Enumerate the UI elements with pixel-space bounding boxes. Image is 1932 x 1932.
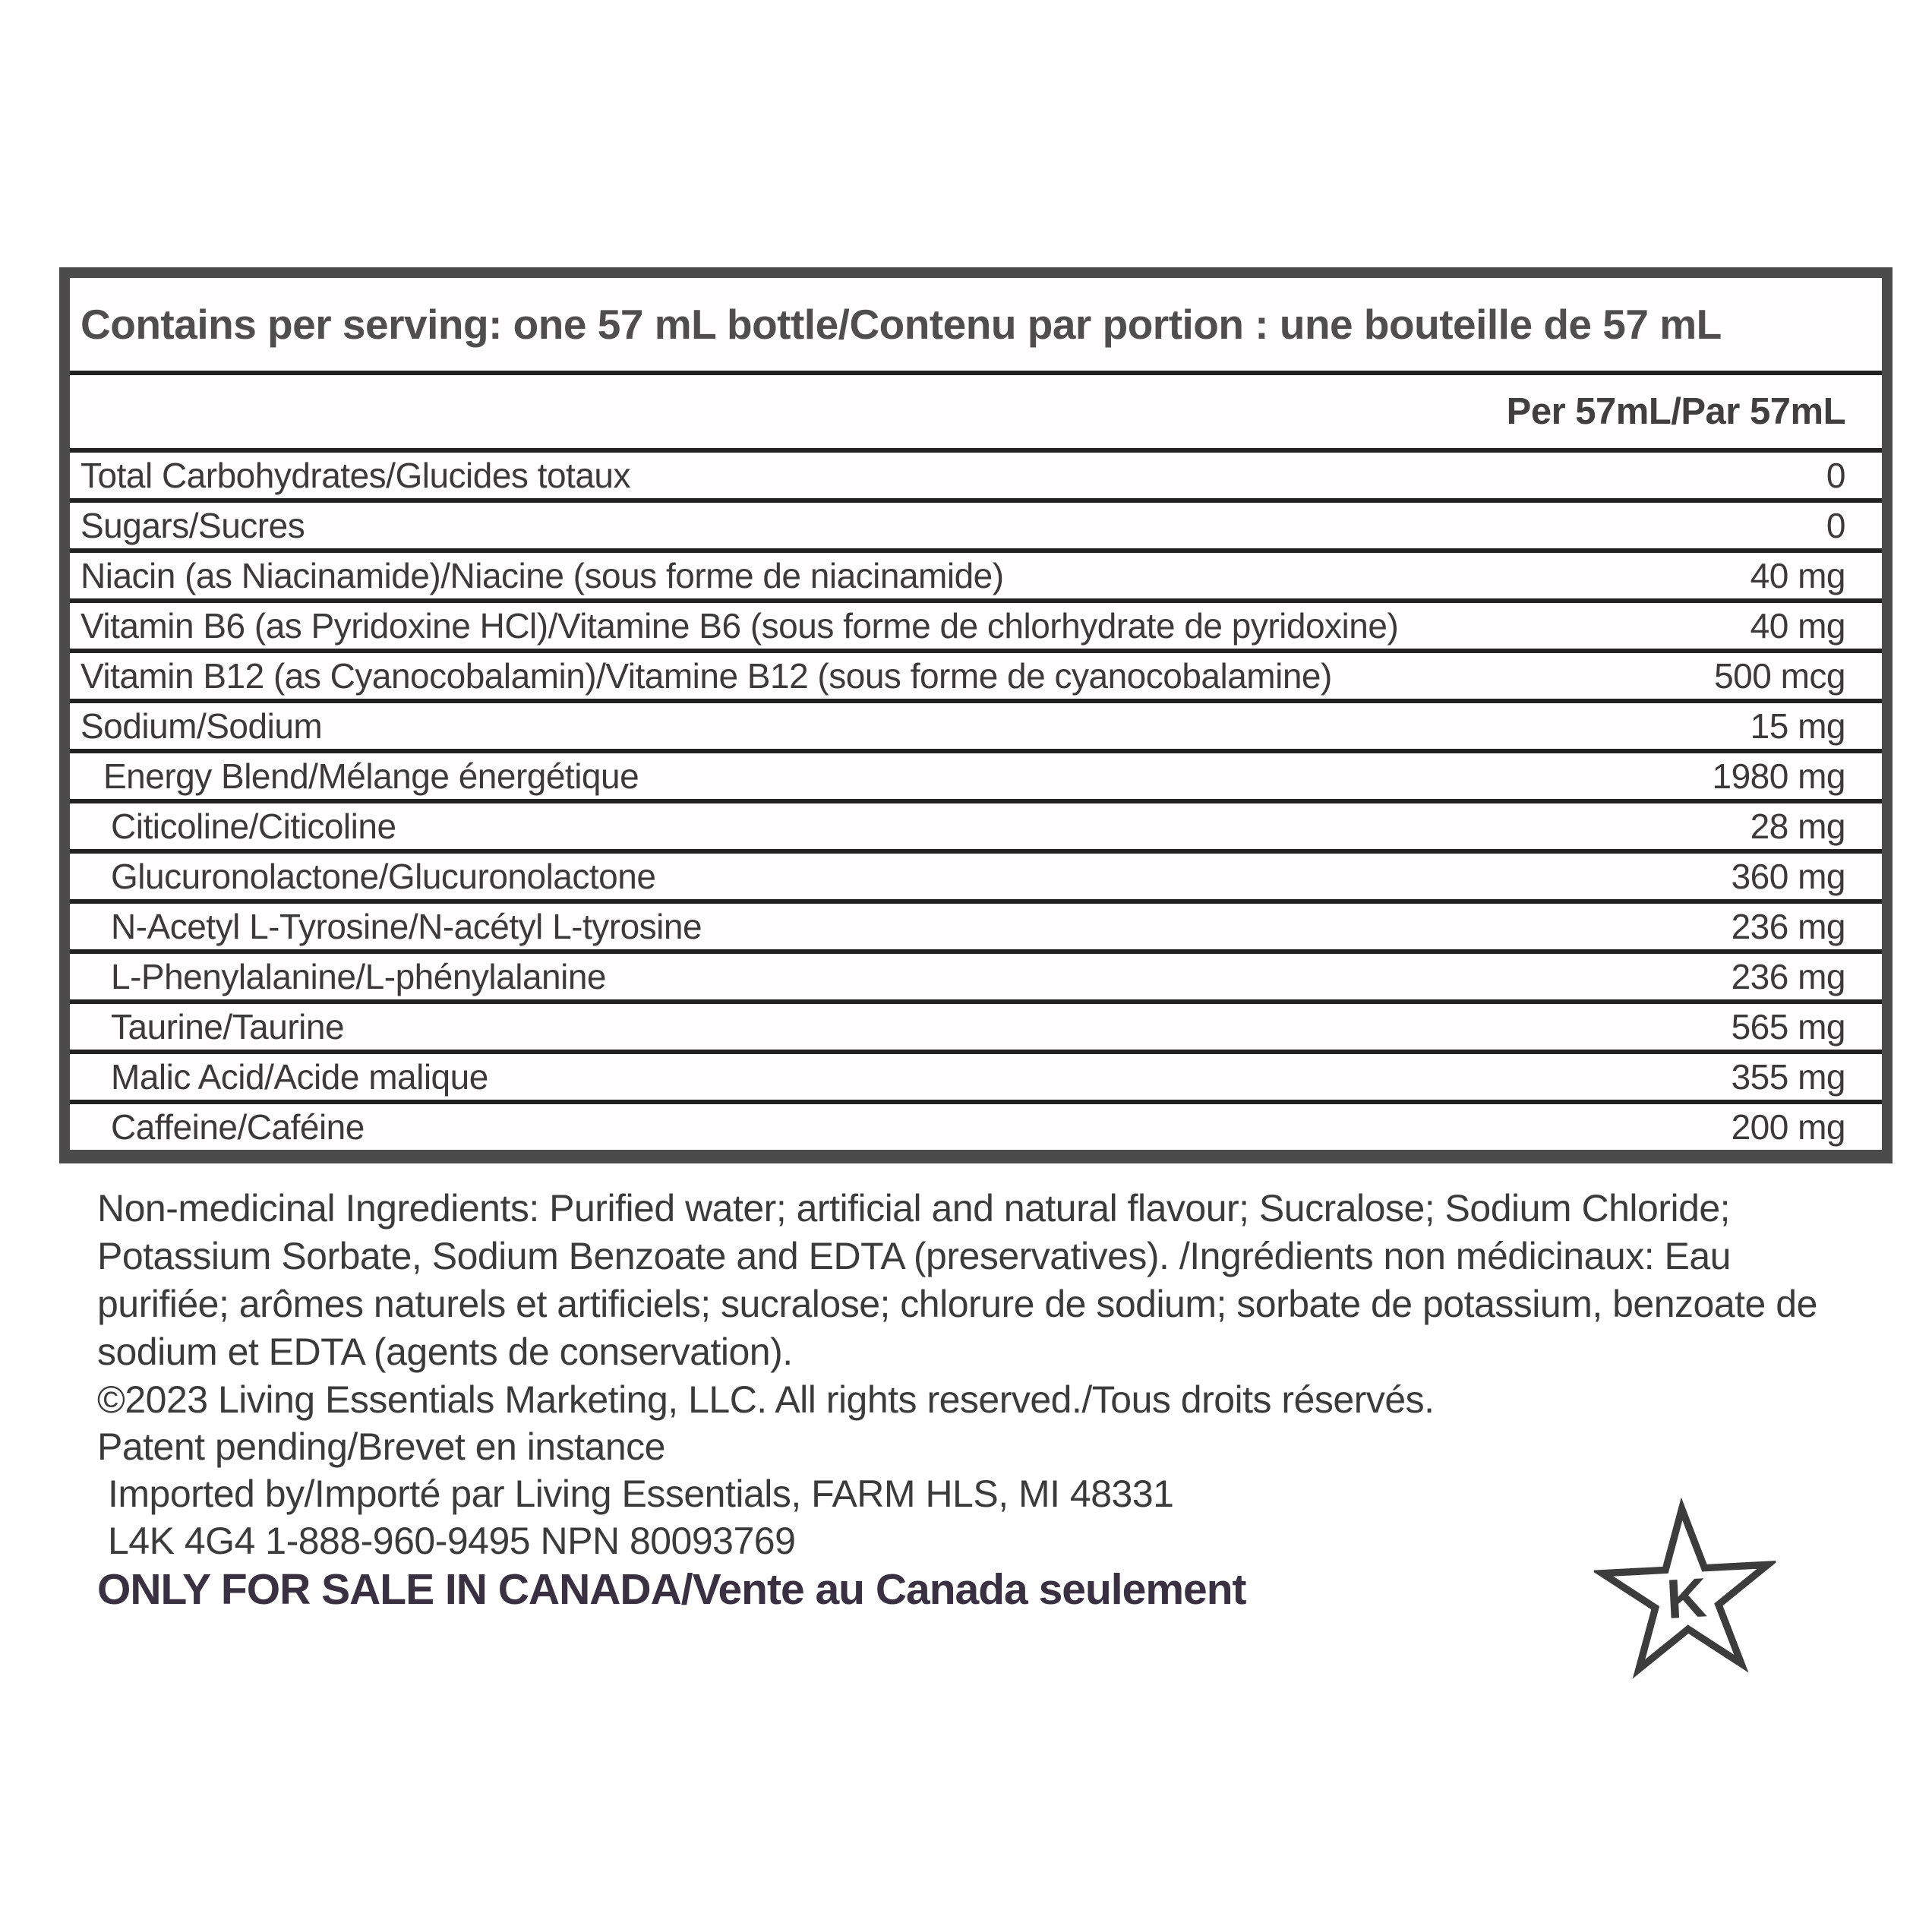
row-label: Sodium/Sodium (80, 706, 323, 746)
non-medicinal-ingredients-text: Non-medicinal Ingredients: Purified water; artificial and natural flavour; Sucralose; Sodium Chloride; Potassium Sorbate, Sodium Benzoate and EDTA (preservatives). /Ingrédients non médicinaux: Eau purifiée; arômes naturels et artificiels; sucralose; chlorure de sodium; sorbate de potassium, benzoate de sodium et EDTA (agents de conservation). (97, 1187, 1817, 1373)
kosher-star-icon (1590, 1493, 1782, 1681)
row-label: Niacin (as Niacinamide)/Niacine (sous forme de niacinamide) (80, 556, 1004, 595)
row-label: N-Acetyl L-Tyrosine/N-acétyl L-tyrosine (111, 907, 702, 946)
row-value: 0 (1826, 456, 1845, 495)
row-value: 28 mg (1750, 807, 1845, 846)
row-label: Glucuronolactone/Glucuronolactone (111, 857, 656, 896)
row-value: 200 mg (1731, 1107, 1845, 1147)
row-value: 360 mg (1731, 857, 1845, 896)
table-rows (70, 448, 1882, 1150)
table-row (70, 749, 1882, 799)
table-row (70, 949, 1882, 999)
row-label: Taurine/Taurine (111, 1007, 345, 1046)
table-title-row (70, 278, 1882, 371)
copyright-text: ©2023 Living Essentials Marketing, LLC. All rights reserved./Tous droits réservés. (97, 1378, 1435, 1421)
table-row (70, 498, 1882, 548)
table-row (70, 799, 1882, 849)
patent-text: Patent pending/Brevet en instance (97, 1425, 665, 1468)
column-header-row (70, 371, 1882, 448)
row-value: 565 mg (1731, 1007, 1845, 1046)
row-value: 1980 mg (1712, 756, 1845, 796)
table-row (70, 649, 1882, 699)
row-value: 500 mcg (1714, 656, 1845, 696)
row-value: 15 mg (1750, 706, 1845, 746)
kosher-letter: K (1665, 1567, 1709, 1631)
row-value: 236 mg (1731, 957, 1845, 996)
row-label: Caffeine/Caféine (111, 1107, 365, 1147)
table-row (70, 548, 1882, 598)
row-label: Vitamin B6 (as Pyridoxine HCl)/Vitamine B6 (sous forme de chlorhydrate de pyridoxine) (80, 606, 1399, 646)
nutrition-facts-table (59, 267, 1893, 1163)
sale-restriction-text: ONLY FOR SALE IN CANADA/Vente au Canada seulement (97, 1565, 1246, 1614)
row-value: 355 mg (1731, 1057, 1845, 1097)
row-value: 40 mg (1750, 606, 1845, 646)
table-row (70, 849, 1882, 899)
row-label: Energy Blend/Mélange énergétique (103, 756, 639, 796)
row-label: Sugars/Sucres (80, 506, 305, 545)
row-value: 40 mg (1750, 556, 1845, 595)
postal-phone-npn-text: L4K 4G4 1-888-960-9495 NPN 80093769 (108, 1520, 796, 1562)
column-header: Per 57mL/Par 57mL (1506, 391, 1845, 432)
table-row (70, 899, 1882, 949)
row-label: Vitamin B12 (as Cyanocobalamin)/Vitamine B12 (sous forme de cyanocobalamine) (80, 656, 1332, 696)
row-value: 236 mg (1731, 907, 1845, 946)
table-row (70, 598, 1882, 649)
table-row (70, 999, 1882, 1050)
table-row (70, 448, 1882, 498)
table-row (70, 1050, 1882, 1100)
imported-by-text: Imported by/Importé par Living Essentials, FARM HLS, MI 48331 (108, 1473, 1174, 1515)
row-label: L-Phenylalanine/L-phénylalanine (111, 957, 606, 996)
row-label: Malic Acid/Acide malique (111, 1057, 488, 1097)
row-label: Citicoline/Citicoline (111, 807, 396, 846)
table-title: Contains per serving: one 57 mL bottle/Contenu par portion : une bouteille de 57 mL (80, 301, 1722, 348)
row-value: 0 (1826, 506, 1845, 545)
table-row (70, 1100, 1882, 1150)
row-label: Total Carbohydrates/Glucides totaux (80, 456, 631, 495)
table-row (70, 699, 1882, 749)
